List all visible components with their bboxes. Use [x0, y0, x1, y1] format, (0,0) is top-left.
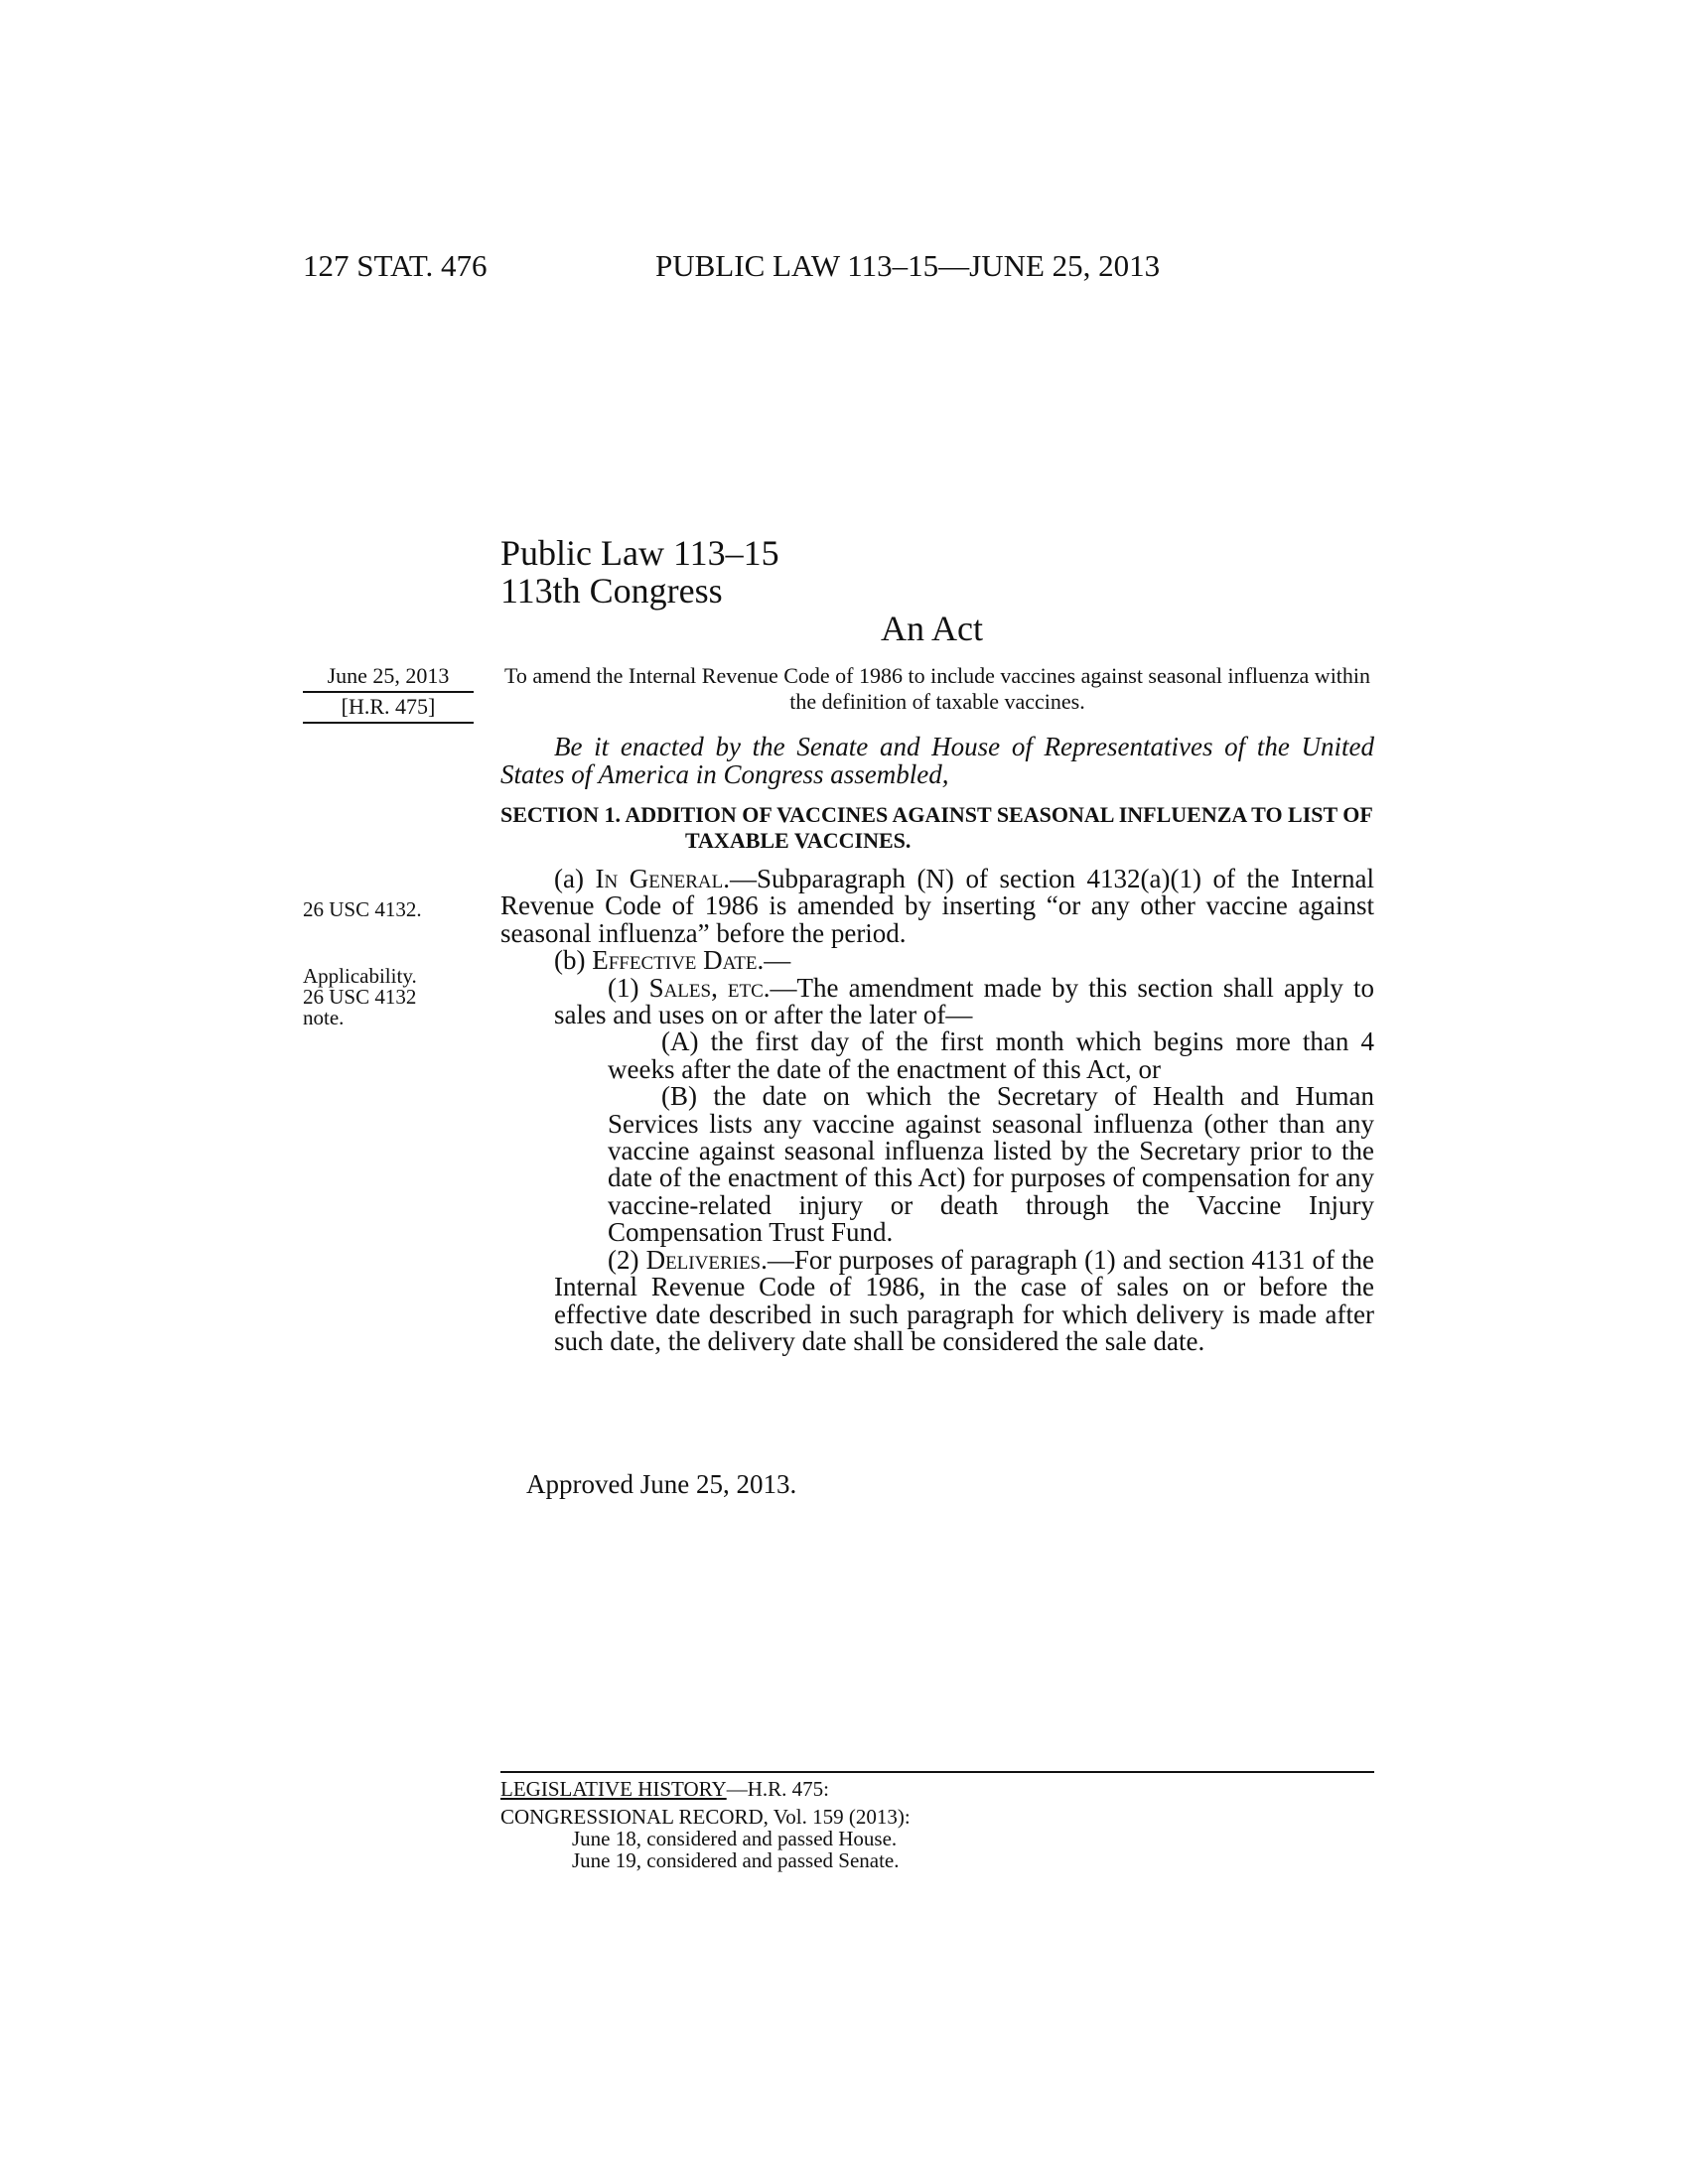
subsection-b-heading: Effective Date — [592, 945, 758, 976]
subsection-b-label: (b) — [554, 945, 593, 976]
legislative-history-bill: —H.R. 475: — [726, 1777, 829, 1801]
subparagraph-B: (B) the date on which the Secretary of Health and Human Services lists any vaccine against seasonal influenza (other than any vaccine against seasonal influenza listed by the Secretary prior to the date of the enactment of this Act) for purposes of compensation for any vaccine-related injury or death through the Vaccine Injury Compensation Trust Fund. — [608, 1081, 1374, 1248]
paragraph-1 — [500, 972, 1375, 1030]
margin-note-applicability-line3: note. — [303, 1006, 345, 1029]
margin-note-applicability-line1: Applicability. — [303, 964, 417, 988]
subsection-b-text: .— — [757, 945, 791, 976]
subsection-a-label: (a) — [554, 864, 596, 893]
paragraph-2-text: .—For purposes of paragraph (1) and section 4131 of the Internal Revenue Code of 1986, in the case of sales on or before the effective date described in such paragraph for which delivery is made after such date, the delivery date shall be considered the sale date. — [554, 1244, 1375, 1356]
enactment-date: June 25, 2013 — [303, 663, 474, 693]
act-heading: An Act — [881, 609, 983, 648]
enacting-clause: Be it enacted by the Senate and House of Representatives of the United States of America in Congress assembled, — [500, 732, 1374, 789]
margin-note-applicability — [303, 966, 417, 1028]
paragraph-2 — [500, 1244, 1375, 1356]
congressional-record: CONGRESSIONAL RECORD, Vol. 159 (2013): — [500, 1805, 911, 1829]
paragraph-2-heading: Deliveries — [645, 1244, 762, 1275]
margin-note-usc: 26 USC 4132. — [303, 897, 422, 921]
history-item: June 18, considered and passed House. — [572, 1827, 898, 1850]
paragraph-2-label: (2) — [608, 1244, 646, 1275]
law-title: Public Law 113–15 — [500, 533, 779, 573]
legislative-history-label: LEGISLATIVE HISTORY — [500, 1777, 727, 1801]
section-body — [500, 866, 1374, 1355]
congress-label: 113th Congress — [500, 571, 723, 611]
paragraph-1-heading: Sales, etc — [648, 972, 764, 1003]
section-heading: SECTION 1. ADDITION OF VACCINES AGAINST SEASONAL INFLUENZA TO LIST OF TAXABLE VACCINES. — [500, 802, 1373, 853]
running-head-stat: 127 STAT. 476 — [303, 248, 488, 283]
paragraph-1-text: .—The amendment made by this section shall apply to sales and uses on or after the later of— — [554, 972, 1375, 1030]
bill-number: [H.R. 475] — [303, 693, 474, 724]
running-head-title: PUBLIC LAW 113–15—JUNE 25, 2013 — [655, 248, 1161, 283]
act-purpose: To amend the Internal Revenue Code of 1986 to include vaccines against seasonal influenza within the definition of taxable vaccines. — [503, 663, 1371, 714]
subsection-a-heading: In General — [595, 864, 724, 893]
legislative-history-heading — [500, 1777, 829, 1801]
legislative-history-rule — [500, 1771, 1374, 1773]
history-item: June 19, considered and passed Senate. — [572, 1848, 900, 1872]
approval-line: Approved June 25, 2013. — [526, 1469, 797, 1499]
paragraph-1-label: (1) — [608, 972, 649, 1003]
margin-note-applicability-line2: 26 USC 4132 — [303, 985, 417, 1009]
subsection-b — [500, 947, 1374, 974]
date-bill-box — [303, 663, 474, 724]
subparagraph-A: (A) the first day of the first month which begins more than 4 weeks after the date of the enactment of this Act, or — [608, 1026, 1374, 1084]
subsection-a-text: .—Subparagraph (N) of section 4132(a)(1) of the Internal Revenue Code of 1986 is amended by inserting “or any other vaccine against seasonal influenza” before the period. — [500, 864, 1374, 948]
subsection-a — [500, 866, 1374, 947]
